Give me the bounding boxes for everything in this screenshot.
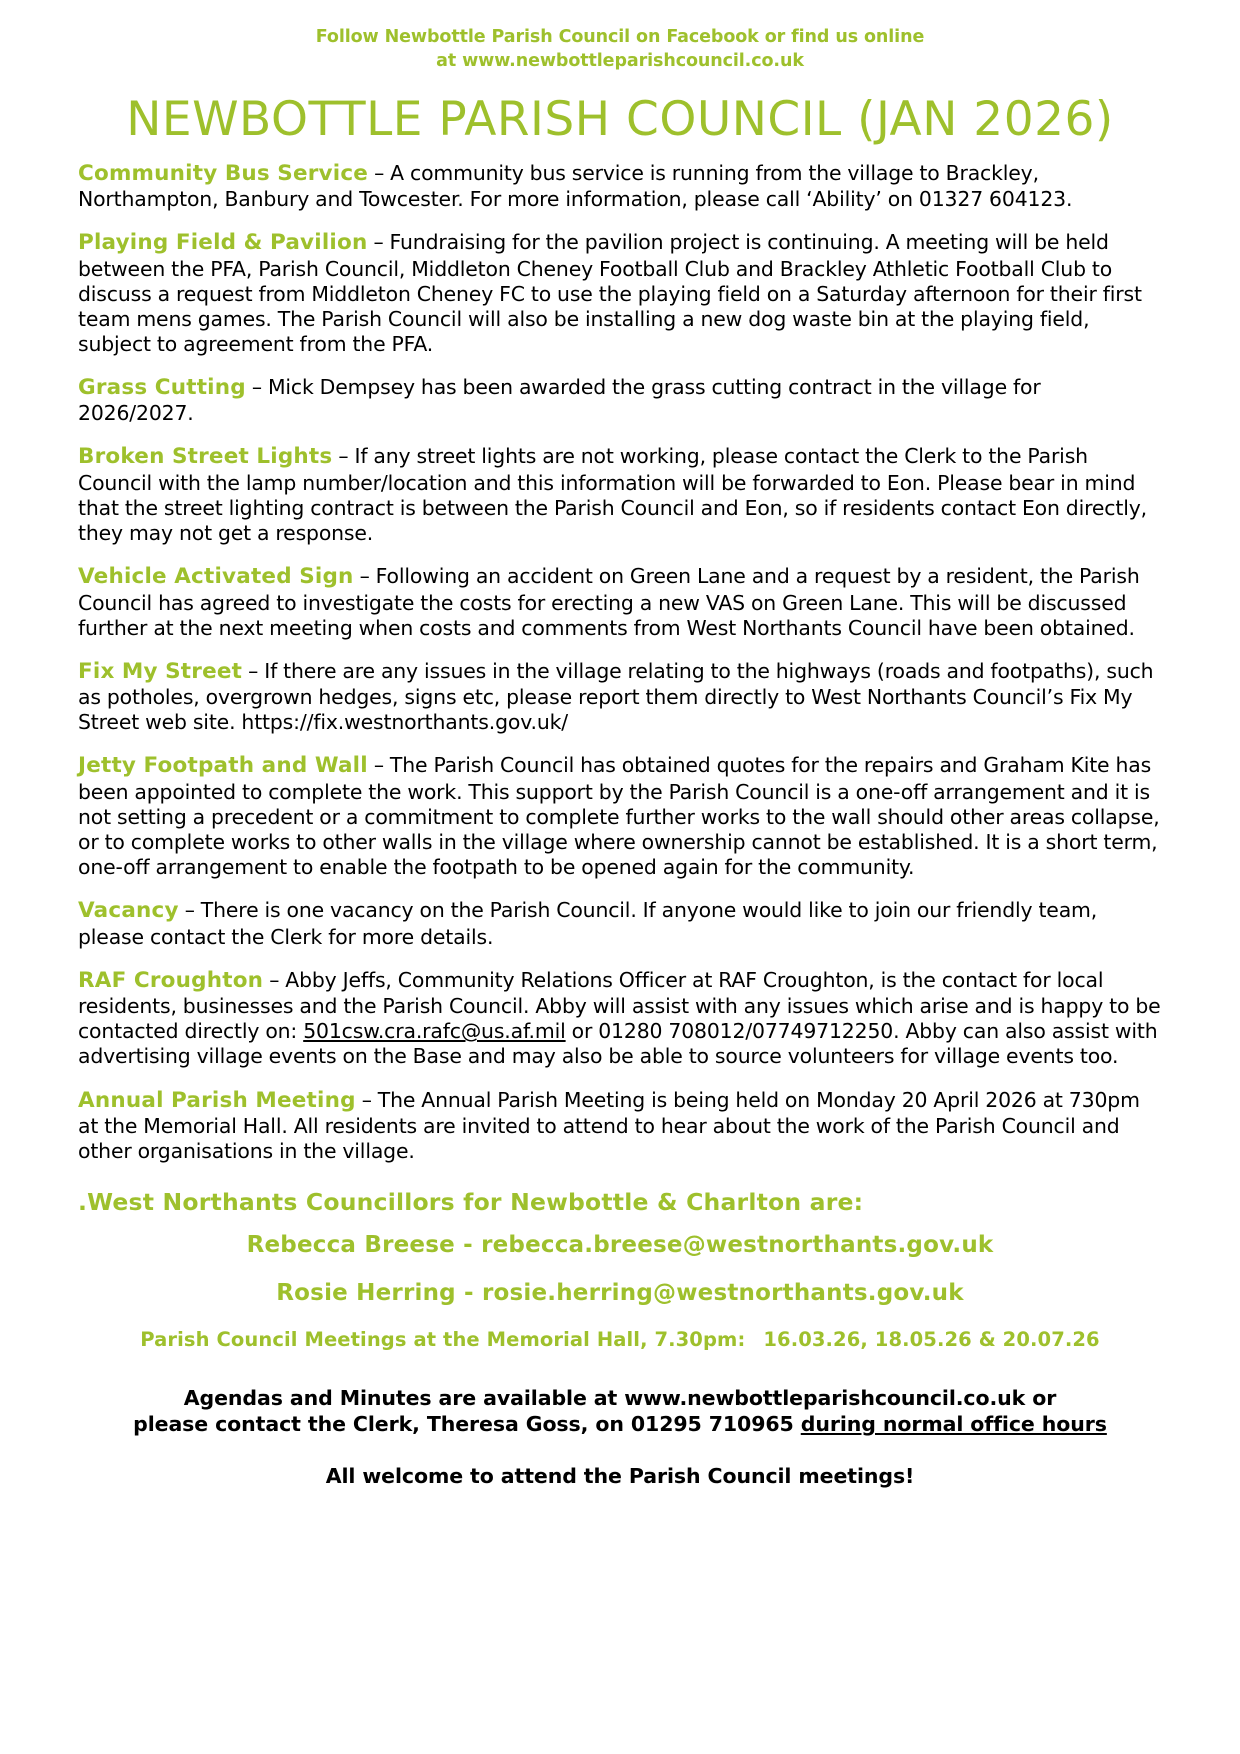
footer-welcome-message: All welcome to attend the Parish Council meetings! — [325, 1463, 915, 1488]
section-vehicle-activated-sign — [78, 564, 1162, 641]
meetings-schedule — [78, 1328, 1162, 1352]
section-body: – Fundraising for the pavilion project is continuing. A meeting will be held between the PFA, Parish Council, Middleton Cheney Football Club and Brackley Athletic Football Club to discuss a request from Middleton Cheney FC to use the playing field on a Saturday afternoon for their first team mens games. The Parish Council will also be installing a new dog waste bin at the playing field, subject to agreement from the PFA. — [78, 230, 1142, 356]
meetings-label: Parish Council Meetings at the Memorial Hall, 7.30pm: — [140, 1328, 746, 1352]
section-title: Fix My Street — [78, 658, 243, 684]
section-grass-cutting — [78, 375, 1162, 427]
section-body-before-email: – Abby Jeffs, Community Relations Officer at RAF Croughton, is the contact for local residents, businesses and the Parish Council. Abby will assist with any issues which arise and is happy to be contacted directly on: — [78, 967, 1161, 1044]
section-body: – If there are any issues in the village relating to the highways (roads and footpaths), such as potholes, overgrown hedges, signs etc, please report them directly to West Northants Council’s Fix My Street web site. https://fix.westnorthants.gov.uk/ — [78, 658, 1154, 735]
masthead — [78, 26, 1162, 73]
section-title: RAF Croughton — [78, 967, 264, 993]
page-title: NEWBOTTLE PARISH COUNCIL (JAN 2026) — [126, 92, 1114, 148]
section-title: Annual Parish Meeting — [78, 1087, 356, 1113]
section-fix-my-street — [78, 659, 1162, 736]
section-playing-field-pavilion — [78, 230, 1162, 357]
section-body: – Following an accident on Green Lane and a request by a resident, the Parish Council has agreed to investigate the costs for erecting a new VAS on Green Lane. This will be discussed further at the next meeting when costs and comments from West Northants Council have been obtained. — [78, 564, 1140, 640]
councillor-entry-rosie-herring[interactable]: Rosie Herring - rosie.herring@westnorthants.gov.uk — [276, 1280, 964, 1307]
section-body: – A community bus service is running from the village to Brackley, Northampton, Banbury and Towcester. For more information, please call ‘Ability’ on 01327 604123. — [78, 160, 1073, 212]
section-body: – Mick Dempsey has been awarded the grass cutting contract in the village for 2026/2027. — [78, 374, 1041, 426]
footer-line-2-text: please contact the Clerk, Theresa Goss, on 01295 710965 — [133, 1412, 801, 1437]
section-jetty-footpath-and-wall — [78, 753, 1162, 880]
section-title: Vehicle Activated Sign — [78, 564, 354, 590]
footer-line-2 — [78, 1411, 1162, 1438]
councillors-heading: .West Northants Councillors for Newbottle & Charlton are: — [78, 1188, 864, 1217]
section-raf-croughton — [78, 968, 1162, 1070]
footer-contact — [78, 1385, 1162, 1438]
section-body: – There is one vacancy on the Parish Council. If anyone would like to join our friendly team, please contact the Clerk for more details. — [78, 898, 1098, 949]
footer-line-1: Agendas and Minutes are available at www.newbottleparishcouncil.co.uk or — [183, 1385, 1057, 1410]
section-title: Vacancy — [78, 898, 179, 924]
section-community-bus-service — [78, 161, 1162, 213]
section-title: Playing Field & Pavilion — [78, 230, 368, 256]
masthead-line-1: Follow Newbottle Parish Council on Facebook or find us online — [315, 27, 925, 47]
section-title: Jetty Footpath and Wall — [78, 753, 368, 779]
section-vacancy — [78, 898, 1162, 950]
section-broken-street-lights — [78, 444, 1162, 546]
masthead-line-2: at www.newbottleparishcouncil.co.uk — [436, 50, 804, 71]
councillor-entry-rebecca-breese[interactable]: Rebecca Breese - rebecca.breese@westnorthants.gov.uk — [246, 1232, 994, 1259]
footer-office-hours-underlined: during normal office hours — [800, 1412, 1107, 1437]
section-body-after-email: or 01280 708012/07749712250. Abby can also assist with advertising village events on the Base and may also be able to source volunteers for village events too. — [78, 1019, 1158, 1069]
raf-croughton-email-link[interactable]: 501csw.cra.rafc@us.af.mil — [303, 1019, 566, 1044]
meetings-dates: 16.03.26, 18.05.26 & 20.07.26 — [763, 1328, 1100, 1352]
section-body: – The Annual Parish Meeting is being held on Monday 20 April 2026 at 730pm at the Memorial Hall. All residents are invited to attend to hear about the work of the Parish Council and other organisations in the village. — [78, 1087, 1140, 1164]
section-title: Community Bus Service — [78, 160, 369, 186]
section-annual-parish-meeting — [78, 1088, 1162, 1165]
section-body: – If any street lights are not working, please contact the Clerk to the Parish Council with the lamp number/location and this information will be forwarded to Eon. Please bear in mind that the street lighting contract is between the Parish Council and Eon, so if residents contact Eon directly, they may not get a response. — [78, 444, 1147, 546]
section-title: Broken Street Lights — [78, 444, 333, 470]
section-title: Grass Cutting — [78, 374, 246, 400]
section-body: – The Parish Council has obtained quotes for the repairs and Graham Kite has been appointed to complete the work. This support by the Parish Council is a one-off arrangement and it is not setting a precedent or a commitment to complete further works to the wall should other areas collapse, or to complete works to other walls in the village where ownership cannot be established. It is a short term, one-off arrangement to enable the footpath to be opened again for the community. — [78, 753, 1160, 880]
